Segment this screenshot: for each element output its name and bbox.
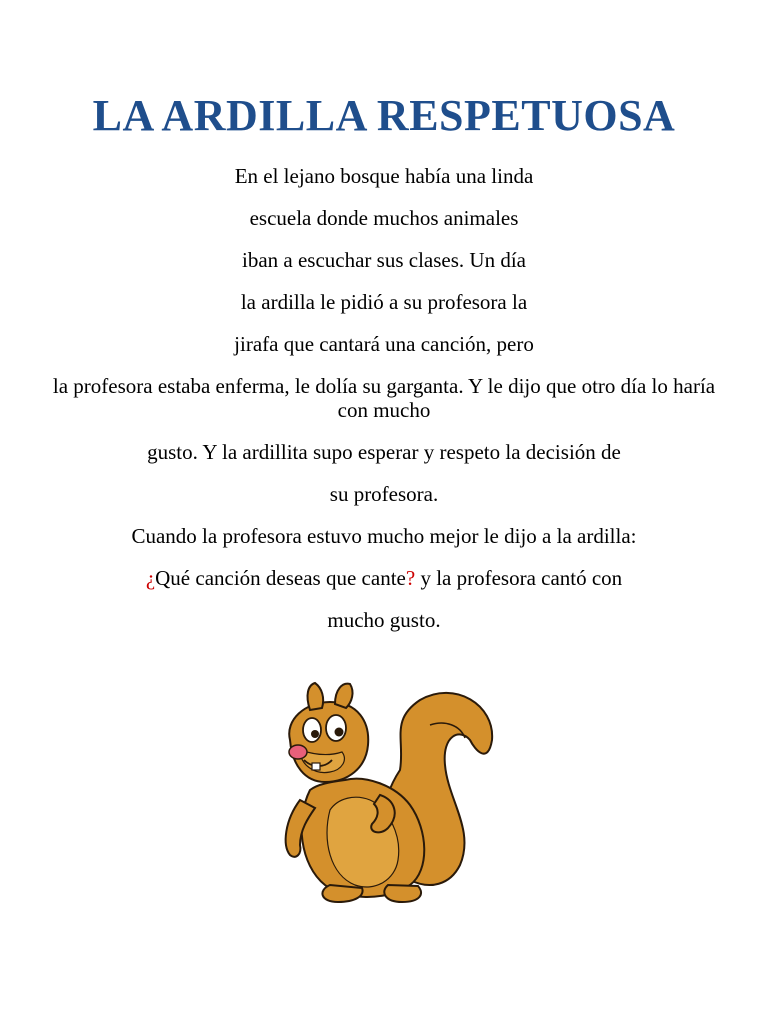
question-open-mark: ¿	[145, 566, 156, 590]
squirrel-illustration-icon	[270, 680, 510, 910]
story-line: su profesora.	[329, 482, 439, 506]
story-line: jirafa que cantará una canción, pero	[234, 332, 534, 356]
story-line: escuela donde muchos animales	[249, 206, 519, 230]
question-line	[40, 566, 728, 608]
story-line: En el lejano bosque había una linda	[234, 164, 534, 188]
page-title: LA ARDILLA RESPETUOSA	[92, 91, 676, 140]
story-line: gusto. Y la ardillita supo esperar y respeto la decisión de	[147, 440, 621, 464]
story-line: iban a escuchar sus clases. Un día	[242, 248, 526, 272]
question-rest: y la profesora cantó con	[415, 566, 623, 590]
story-line: la profesora estaba enferma, le dolía su garganta. Y le dijo que otro día lo haría con mucho	[52, 374, 716, 422]
story-line: mucho gusto.	[327, 608, 441, 632]
question-text: Qué canción deseas que cante	[155, 566, 406, 590]
story-line: Cuando la profesora estuvo mucho mejor le dijo a la ardilla:	[131, 524, 637, 548]
story-body	[40, 164, 728, 650]
question-close-mark: ?	[405, 566, 416, 590]
story-line: la ardilla le pidió a su profesora la	[240, 290, 528, 314]
